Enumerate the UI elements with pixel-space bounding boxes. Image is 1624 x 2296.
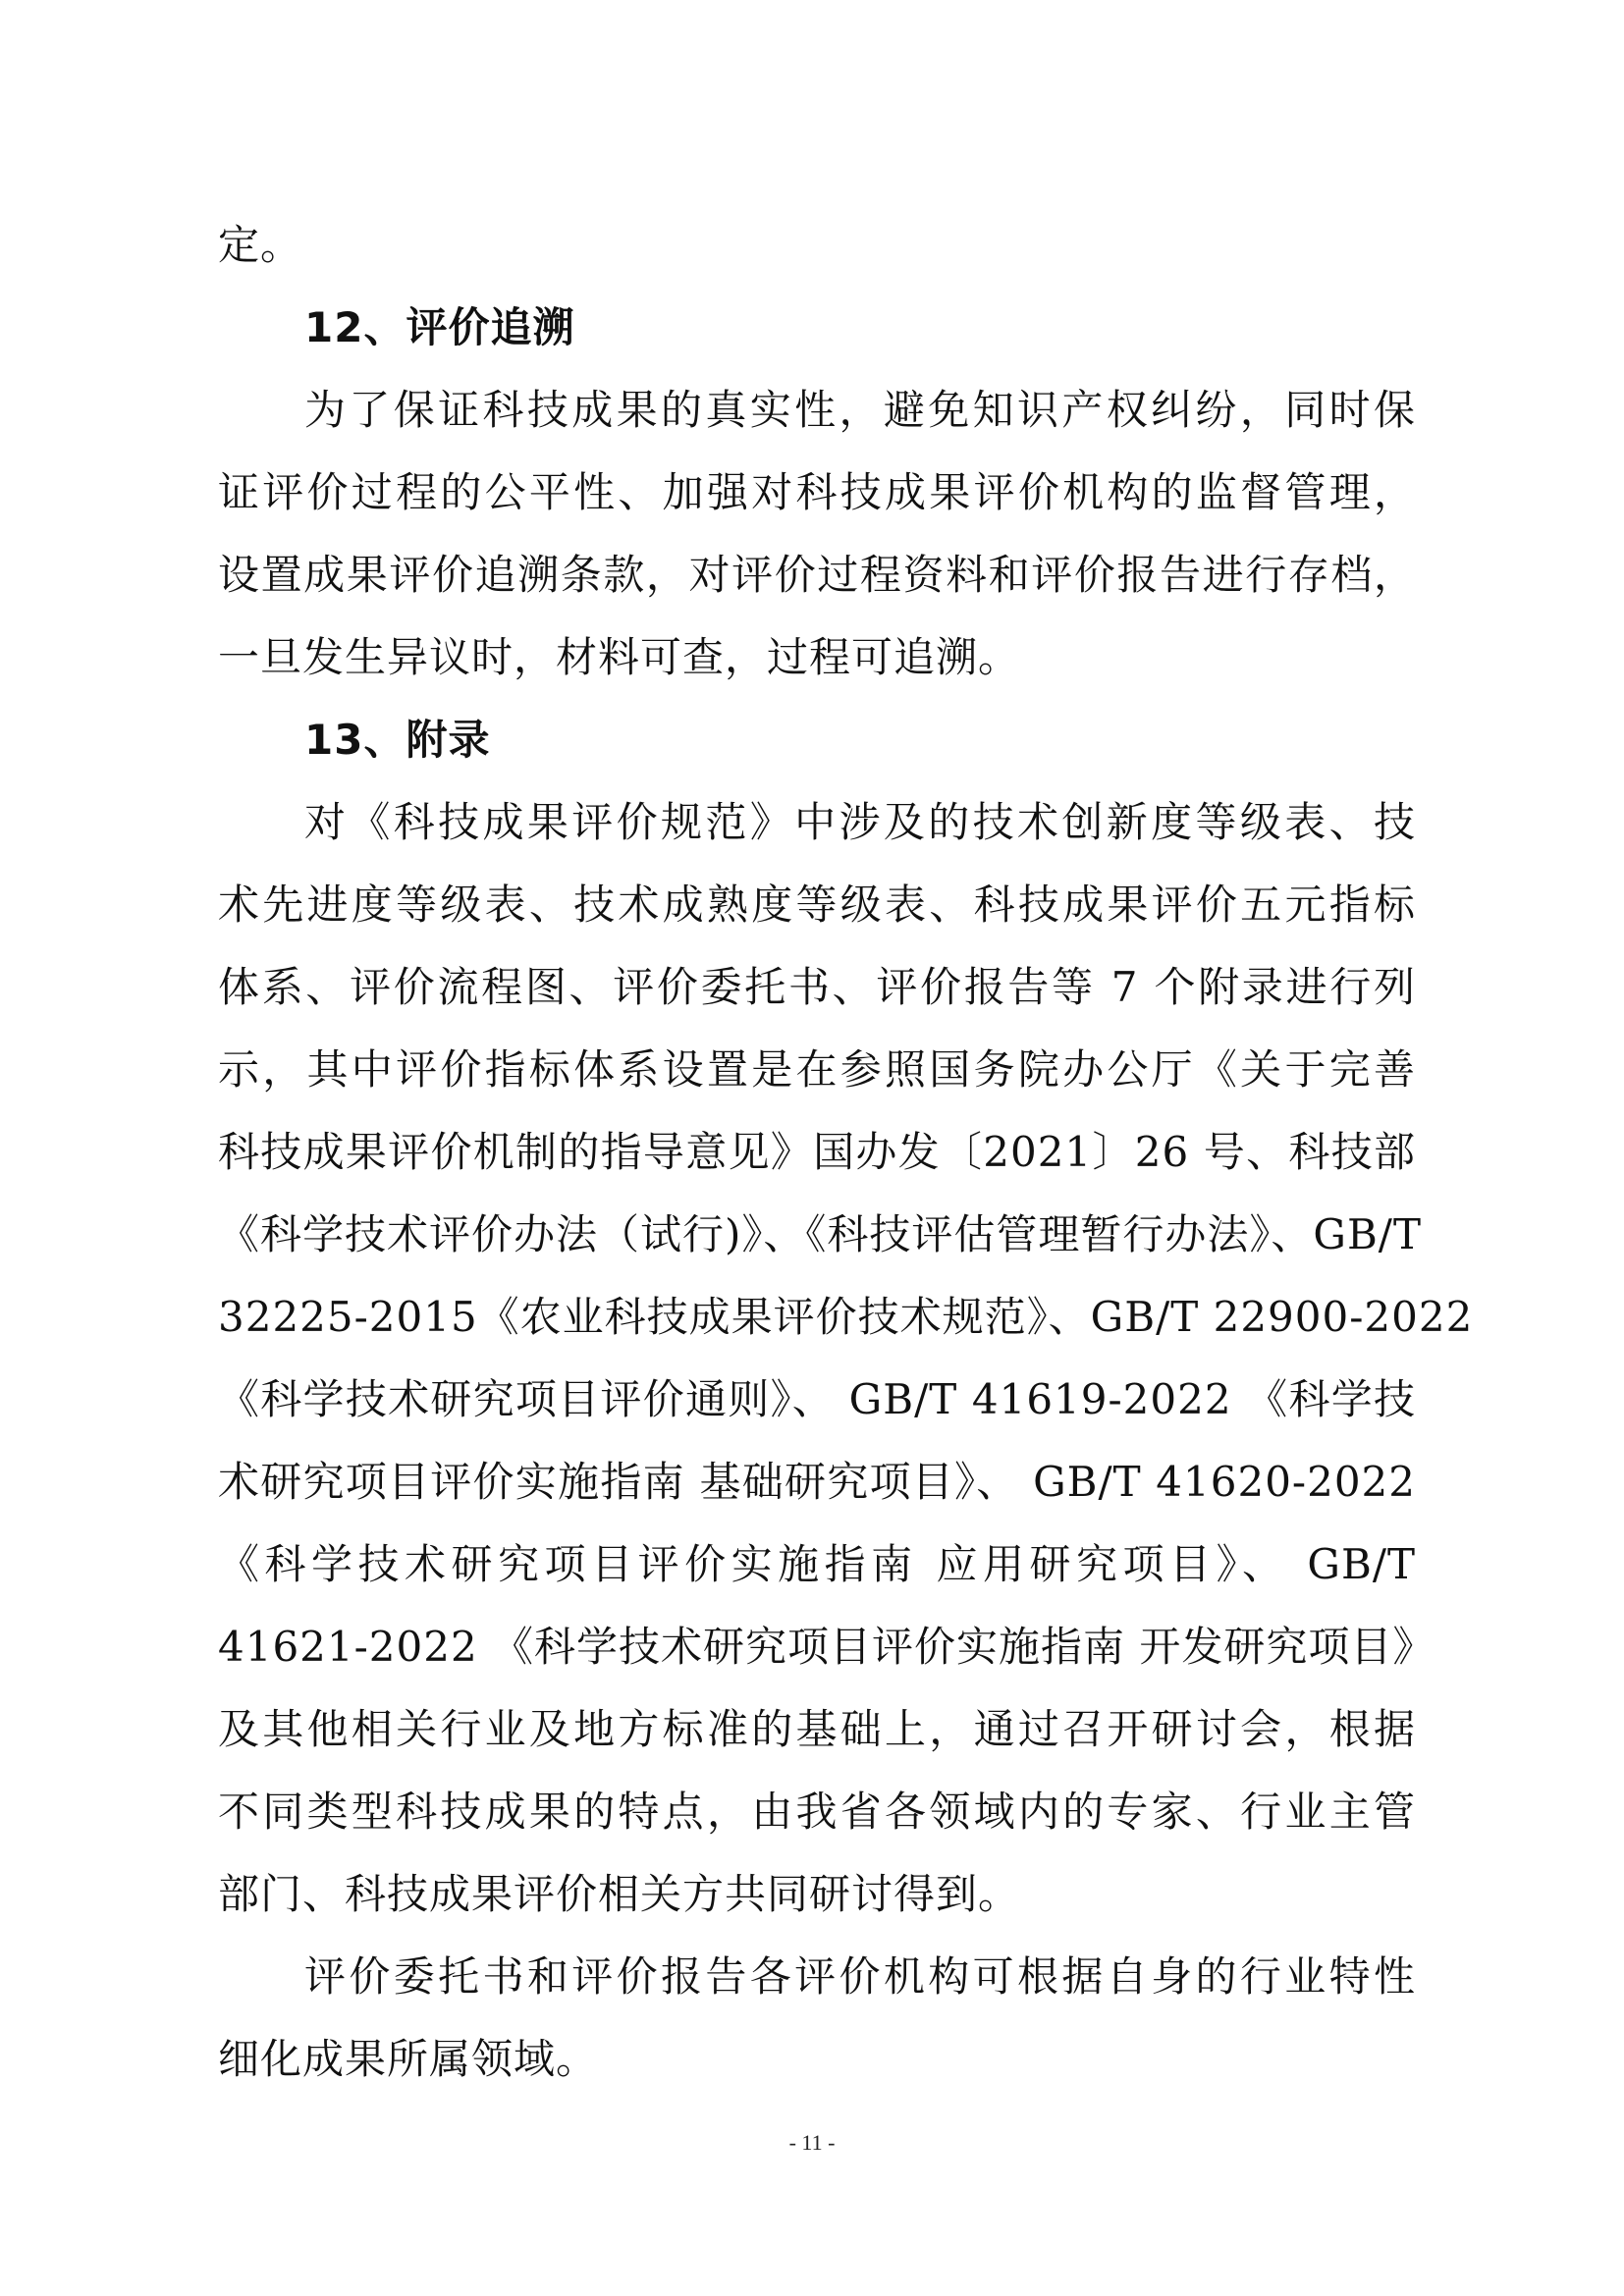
paragraph-line: 32225-2015《农业科技成果评价技术规范》、GB/T 22900-2022 (218, 1293, 1474, 1341)
paragraph-line: 细化成果所属领域。 (218, 2035, 599, 2083)
paragraph-line: 体系、评价流程图、评价委托书、评价报告等 7 个附录进行列 (218, 963, 1416, 1011)
paragraph-line: 术研究项目评价实施指南 基础研究项目》、 GB/T 41620-2022 (218, 1458, 1416, 1506)
paragraph-tail-line: 定。 (218, 221, 303, 269)
section-heading-12: 12、评价追溯 (304, 303, 575, 351)
paragraph-line: 术先进度等级表、技术成熟度等级表、科技成果评价五元指标 (218, 881, 1416, 929)
paragraph-line: 为了保证科技成果的真实性，避免知识产权纠纷，同时保 (304, 386, 1416, 434)
paragraph-line: 部门、科技成果评价相关方共同研讨得到。 (218, 1870, 1021, 1918)
paragraph-line: 不同类型科技成果的特点，由我省各领域内的专家、行业主管 (218, 1788, 1416, 1836)
paragraph-line: 证评价过程的公平性、加强对科技成果评价机构的监督管理， (218, 468, 1416, 516)
paragraph-line: 《科学技术研究项目评价实施指南 应用研究项目》、 GB/T (218, 1540, 1416, 1588)
paragraph-line: 一旦发生异议时，材料可查，过程可追溯。 (218, 633, 1021, 681)
paragraph-line: 《科学技术研究项目评价通则》、 GB/T 41619-2022 《科学技 (218, 1375, 1416, 1423)
paragraph-line: 及其他相关行业及地方标准的基础上，通过召开研讨会，根据 (218, 1705, 1416, 1753)
paragraph-line: 评价委托书和评价报告各评价机构可根据自身的行业特性 (304, 1952, 1416, 2001)
paragraph-line: 41621-2022 《科学技术研究项目评价实施指南 开发研究项目》 (218, 1623, 1435, 1671)
paragraph-line: 《科学技术评价办法（试行)》、《科技评估管理暂行办法》、GB/T (218, 1210, 1422, 1258)
paragraph-line: 对《科技成果评价规范》中涉及的技术创新度等级表、技 (304, 798, 1416, 846)
paragraph-line: 科技成果评价机制的指导意见》国办发〔2021〕26 号、科技部 (218, 1128, 1416, 1176)
page-number: - 11 - (788, 2130, 836, 2155)
paragraph-line: 示，其中评价指标体系设置是在参照国务院办公厅《关于完善 (218, 1045, 1416, 1094)
section-heading-13: 13、附录 (304, 716, 491, 764)
paragraph-line: 设置成果评价追溯条款，对评价过程资料和评价报告进行存档， (218, 551, 1416, 599)
